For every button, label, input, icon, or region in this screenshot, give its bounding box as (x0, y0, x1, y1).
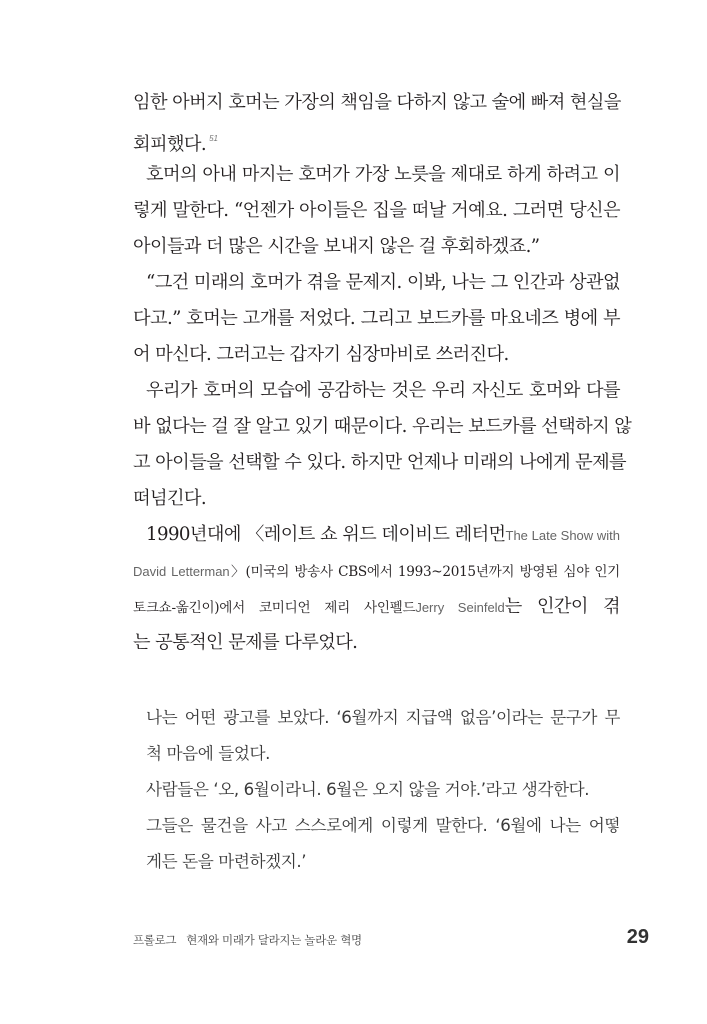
body-line: 임한 아버지 호머는 가장의 책임을 다하지 않고 술에 빠져 현실을 (133, 92, 621, 113)
body-text-span: 는 인간이 겪 (504, 596, 620, 617)
body-line: 렇게 말한다. “언젠가 아이들은 집을 떠날 거예요. 그러면 당신은 (133, 200, 620, 221)
latin-title: The Late Show with (505, 528, 620, 543)
quote-line: 게든 돈을 마련하겠지.’ (146, 852, 307, 871)
body-line (133, 127, 620, 157)
quote-line: 사람들은 ‘오, 6월이라니. 6월은 오지 않을 거야.’라고 생각한다. (146, 780, 590, 799)
body-line: 다고.” 호머는 고개를 저었다. 그리고 보드카를 마요네즈 병에 부 (133, 308, 620, 329)
latin-title: David Letterman (133, 564, 230, 579)
body-line (146, 523, 620, 548)
body-line: 떠넘긴다. (133, 488, 207, 509)
quote-line: 그들은 물건을 사고 스스로에게 이렇게 말한다. ‘6월에 나는 어떻 (146, 816, 620, 835)
running-footer (133, 932, 362, 948)
body-line (133, 595, 620, 620)
body-line: 어 마신다. 그러고는 갑자기 심장마비로 쓰러진다. (133, 344, 509, 365)
body-line: 호머의 아내 마지는 호머가 가장 노릇을 제대로 하게 하려고 이 (146, 164, 620, 185)
body-line: 아이들과 더 많은 시간을 보내지 않은 걸 후회하겠죠.” (133, 236, 540, 257)
translator-note: 〉(미국의 방송사 CBS에서 1993~2015년까지 방영된 심야 인기 (229, 564, 620, 580)
translator-note: 토크쇼-옮긴이)에서 코미디언 제리 사인펠드 (133, 600, 416, 616)
latin-name: Jerry Seinfeld (415, 600, 505, 615)
body-text-span: 1990년대에 〈레이트 쇼 위드 데이비드 레터먼 (146, 524, 506, 545)
quote-line: 척 마음에 들었다. (146, 744, 271, 763)
body-line: 는 공통적인 문제를 다루었다. (133, 632, 358, 653)
page-number: 29 (626, 926, 649, 948)
body-text-span: 회피했다. (133, 134, 207, 155)
footer-section: 프롤로그 (133, 933, 177, 947)
body-line: “그건 미래의 호머가 겪을 문제지. 이봐, 나는 그 인간과 상관없 (146, 272, 620, 293)
body-line: 우리가 호머의 모습에 공감하는 것은 우리 자신도 호머와 다를 (146, 380, 620, 401)
footer-chapter: 현재와 미래가 달라지는 놀라운 혁명 (186, 933, 362, 947)
body-line (133, 559, 620, 584)
body-line: 바 없다는 걸 잘 알고 있기 때문이다. 우리는 보드카를 선택하지 않 (133, 416, 632, 437)
quote-line: 나는 어떤 광고를 보았다. ‘6월까지 지급액 없음’이라는 문구가 무 (146, 708, 620, 727)
body-line: 고 아이들을 선택할 수 있다. 하지만 언제나 미래의 나에게 문제를 (133, 452, 627, 473)
footnote-marker: 51 (209, 134, 218, 143)
